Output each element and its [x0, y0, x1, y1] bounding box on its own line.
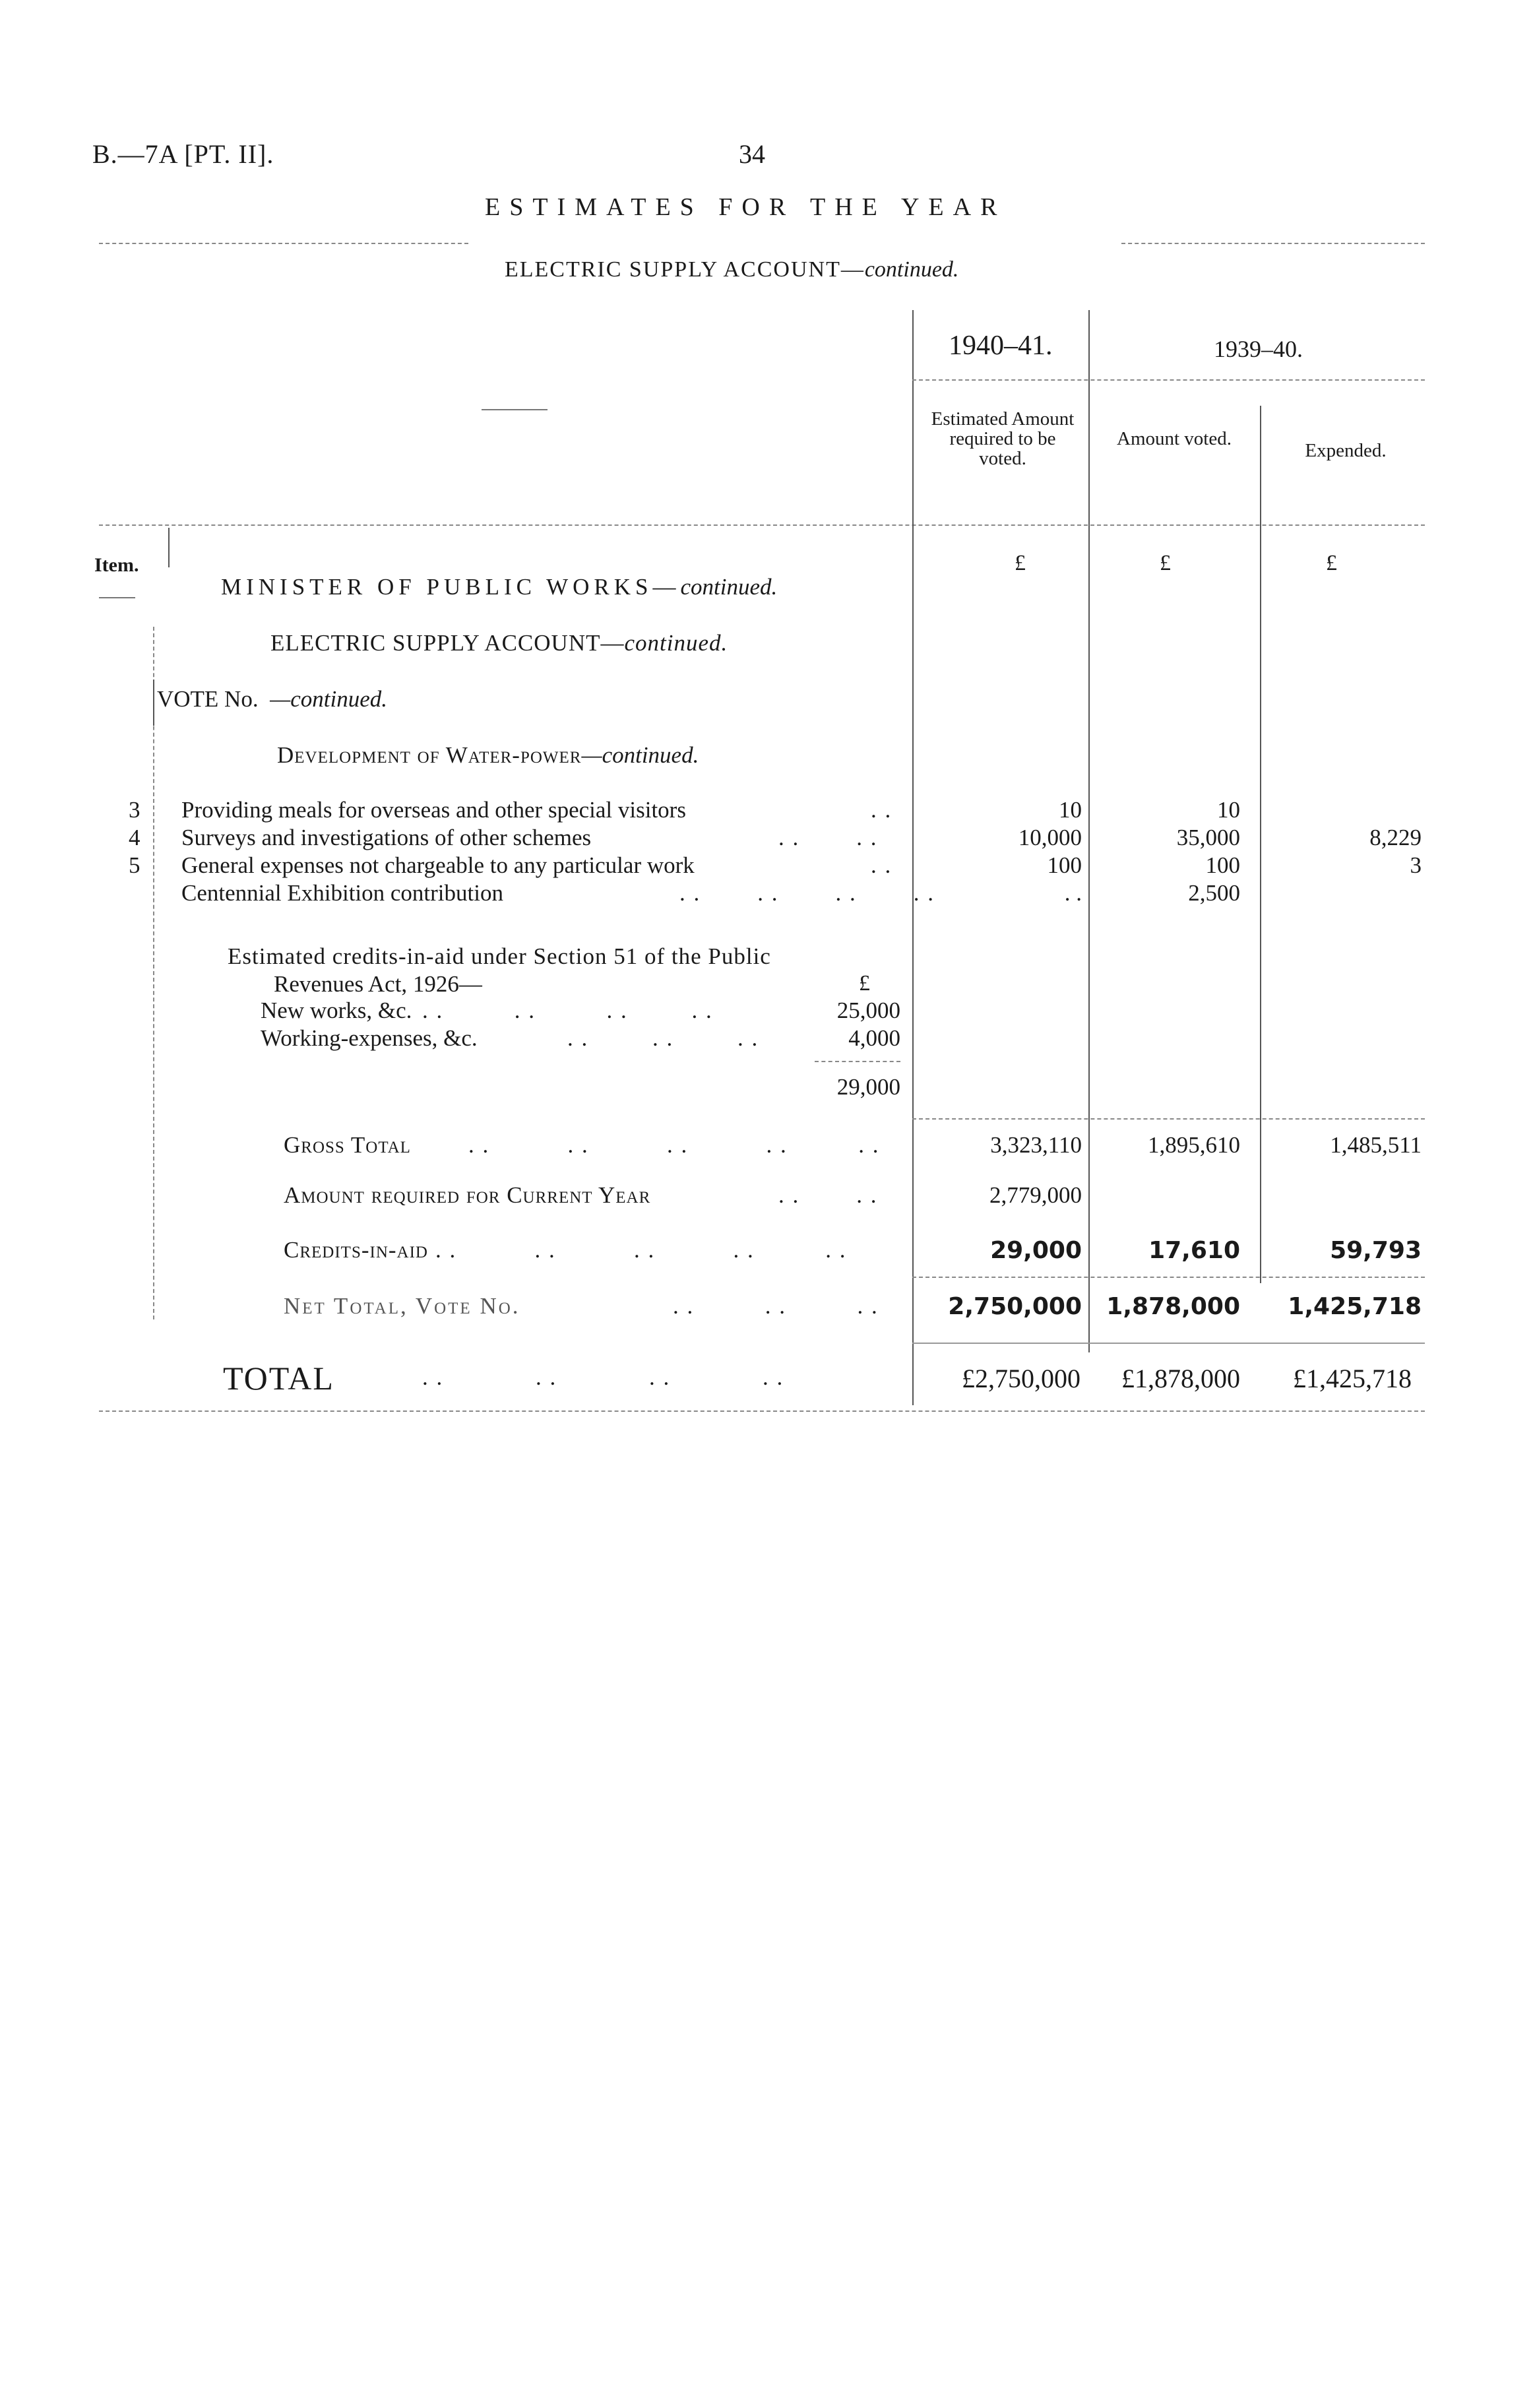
- leader-dots: . .: [871, 852, 893, 878]
- page-subtitle: [505, 257, 958, 282]
- item-voted: 10: [1217, 797, 1240, 823]
- grand-total-expended: £1,425,718: [1293, 1364, 1412, 1393]
- subhead-label: Development of Water-power: [277, 742, 582, 768]
- leader-dots: . . . . . . . . . .: [468, 1132, 880, 1158]
- item-description: Centennial Exhibition contribution: [181, 880, 503, 906]
- section-minister: [221, 574, 777, 600]
- leader-dots: . . . . . .: [567, 1025, 759, 1051]
- column-amount-voted: Amount voted.: [1117, 428, 1232, 449]
- page-bottom-rule: [99, 1410, 1425, 1412]
- item-column-rule: [153, 627, 154, 1319]
- page-title: ESTIMATES FOR THE YEAR: [485, 193, 1007, 221]
- item-estimated: 100: [1047, 852, 1082, 878]
- item-label-bracket: [168, 528, 170, 567]
- description-placeholder-dash: [482, 409, 548, 410]
- grand-total-voted: £1,878,000: [1121, 1364, 1240, 1393]
- currency-estimated: £: [1015, 551, 1026, 575]
- credits-heading-line1: Estimated credits-in-aid under Section 51 of the Public: [228, 943, 771, 969]
- gross-total-rule: [912, 1118, 1425, 1120]
- total-label: Amount required for Current Year: [284, 1182, 651, 1208]
- column-separator-1: [912, 310, 914, 1405]
- section-vote: [157, 686, 387, 713]
- leader-dots: . . . . . .: [673, 1293, 879, 1319]
- item-column-label: Item.: [94, 554, 139, 576]
- item-label-underline: [99, 597, 135, 598]
- credit-row-label: New works, &c.: [261, 998, 412, 1023]
- account-label: ELECTRIC SUPPLY ACCOUNT—: [270, 630, 625, 656]
- item-number: 4: [129, 825, 141, 850]
- credits-heading-line2: Revenues Act, 1926—: [274, 971, 482, 997]
- item-voted: 100: [1205, 852, 1240, 878]
- vote-label: VOTE No.: [157, 686, 259, 712]
- column-expended: Expended.: [1305, 440, 1387, 461]
- total-estimated: 2,779,000: [989, 1182, 1082, 1208]
- grand-total-estimated: £2,750,000: [962, 1364, 1081, 1393]
- page-number: 34: [739, 139, 765, 169]
- total-label: Net Total, Vote No.: [284, 1293, 520, 1319]
- total-label: Credits-in-aid: [284, 1237, 428, 1263]
- subtitle-continued: continued.: [864, 257, 959, 282]
- item-description: General expenses not chargeable to any particular work: [181, 852, 695, 878]
- column-year-1940-41: 1940–41.: [949, 331, 1053, 361]
- currency-voted: £: [1160, 551, 1171, 575]
- credits-sum: 29,000: [836, 1074, 900, 1100]
- minister-continued: continued.: [680, 574, 778, 600]
- total-estimated: 2,750,000: [948, 1293, 1082, 1320]
- leader-dots: . .: [871, 797, 893, 823]
- grand-total-label: TOTAL: [223, 1360, 334, 1397]
- net-total-rule: [912, 1277, 1425, 1278]
- header-bottom-rule: [99, 524, 1425, 526]
- total-voted: 1,878,000: [1106, 1293, 1240, 1320]
- column-separator-2: [1088, 310, 1090, 1352]
- item-description: Surveys and investigations of other schemes: [181, 825, 592, 850]
- item-estimated: 10,000: [1018, 825, 1082, 850]
- subhead-continued: —continued.: [581, 742, 699, 768]
- total-estimated: 3,323,110: [990, 1132, 1082, 1158]
- leader-dots: . . . . . . . .: [422, 998, 713, 1023]
- total-label: Gross Total: [284, 1132, 411, 1158]
- total-expended: 1,485,511: [1330, 1132, 1422, 1158]
- credits-sum-rule: [815, 1061, 900, 1062]
- item-estimated: . .: [1064, 880, 1082, 906]
- credits-currency: £: [859, 971, 870, 996]
- item-number: 5: [129, 852, 141, 878]
- leader-dots: . . . .: [778, 1182, 878, 1208]
- document-reference: B.—7A [PT. II].: [92, 139, 274, 169]
- credit-row-value: 25,000: [836, 998, 900, 1023]
- header-rule-left: [99, 243, 468, 244]
- item-description: Providing meals for overseas and other special visitors: [181, 797, 686, 823]
- leader-dots: . . . . . . . .: [679, 880, 935, 906]
- total-voted: 1,895,610: [1148, 1132, 1240, 1158]
- item-voted: 35,000: [1176, 825, 1240, 850]
- header-rule-right: [1121, 243, 1425, 244]
- vote-continued: —continued.: [270, 686, 387, 712]
- credit-row-label: Working-expenses, &c.: [261, 1025, 478, 1051]
- leader-dots: . . . . . . . . . .: [435, 1237, 847, 1263]
- leader-dots: . . . . . . . .: [422, 1364, 784, 1390]
- total-voted: 17,610: [1148, 1237, 1240, 1264]
- minister-label: MINISTER OF PUBLIC WORKS—: [221, 574, 681, 600]
- account-continued: continued.: [624, 630, 728, 656]
- credit-row-value: 4,000: [848, 1025, 900, 1051]
- total-expended: 1,425,718: [1288, 1293, 1422, 1320]
- total-estimated: 29,000: [990, 1237, 1082, 1264]
- item-voted: 2,500: [1188, 880, 1240, 906]
- item-expended: 3: [1410, 852, 1422, 878]
- total-expended: 59,793: [1330, 1237, 1422, 1264]
- leader-dots: . . . .: [778, 825, 878, 850]
- year-header-rule: [912, 379, 1425, 381]
- column-year-1939-40: 1939–40.: [1214, 336, 1303, 362]
- item-number: 3: [129, 797, 141, 823]
- vote-bracket: [153, 680, 154, 726]
- item-expended: 8,229: [1369, 825, 1422, 850]
- subtitle-main: ELECTRIC SUPPLY ACCOUNT—: [505, 257, 865, 282]
- section-subhead: [277, 742, 699, 769]
- currency-expended: £: [1326, 551, 1337, 575]
- column-separator-3: [1260, 406, 1261, 1283]
- column-estimated: Estimated Amount required to be voted.: [931, 408, 1075, 469]
- item-estimated: 10: [1059, 797, 1082, 823]
- grand-total-rule: [912, 1343, 1425, 1344]
- section-account: [270, 630, 728, 656]
